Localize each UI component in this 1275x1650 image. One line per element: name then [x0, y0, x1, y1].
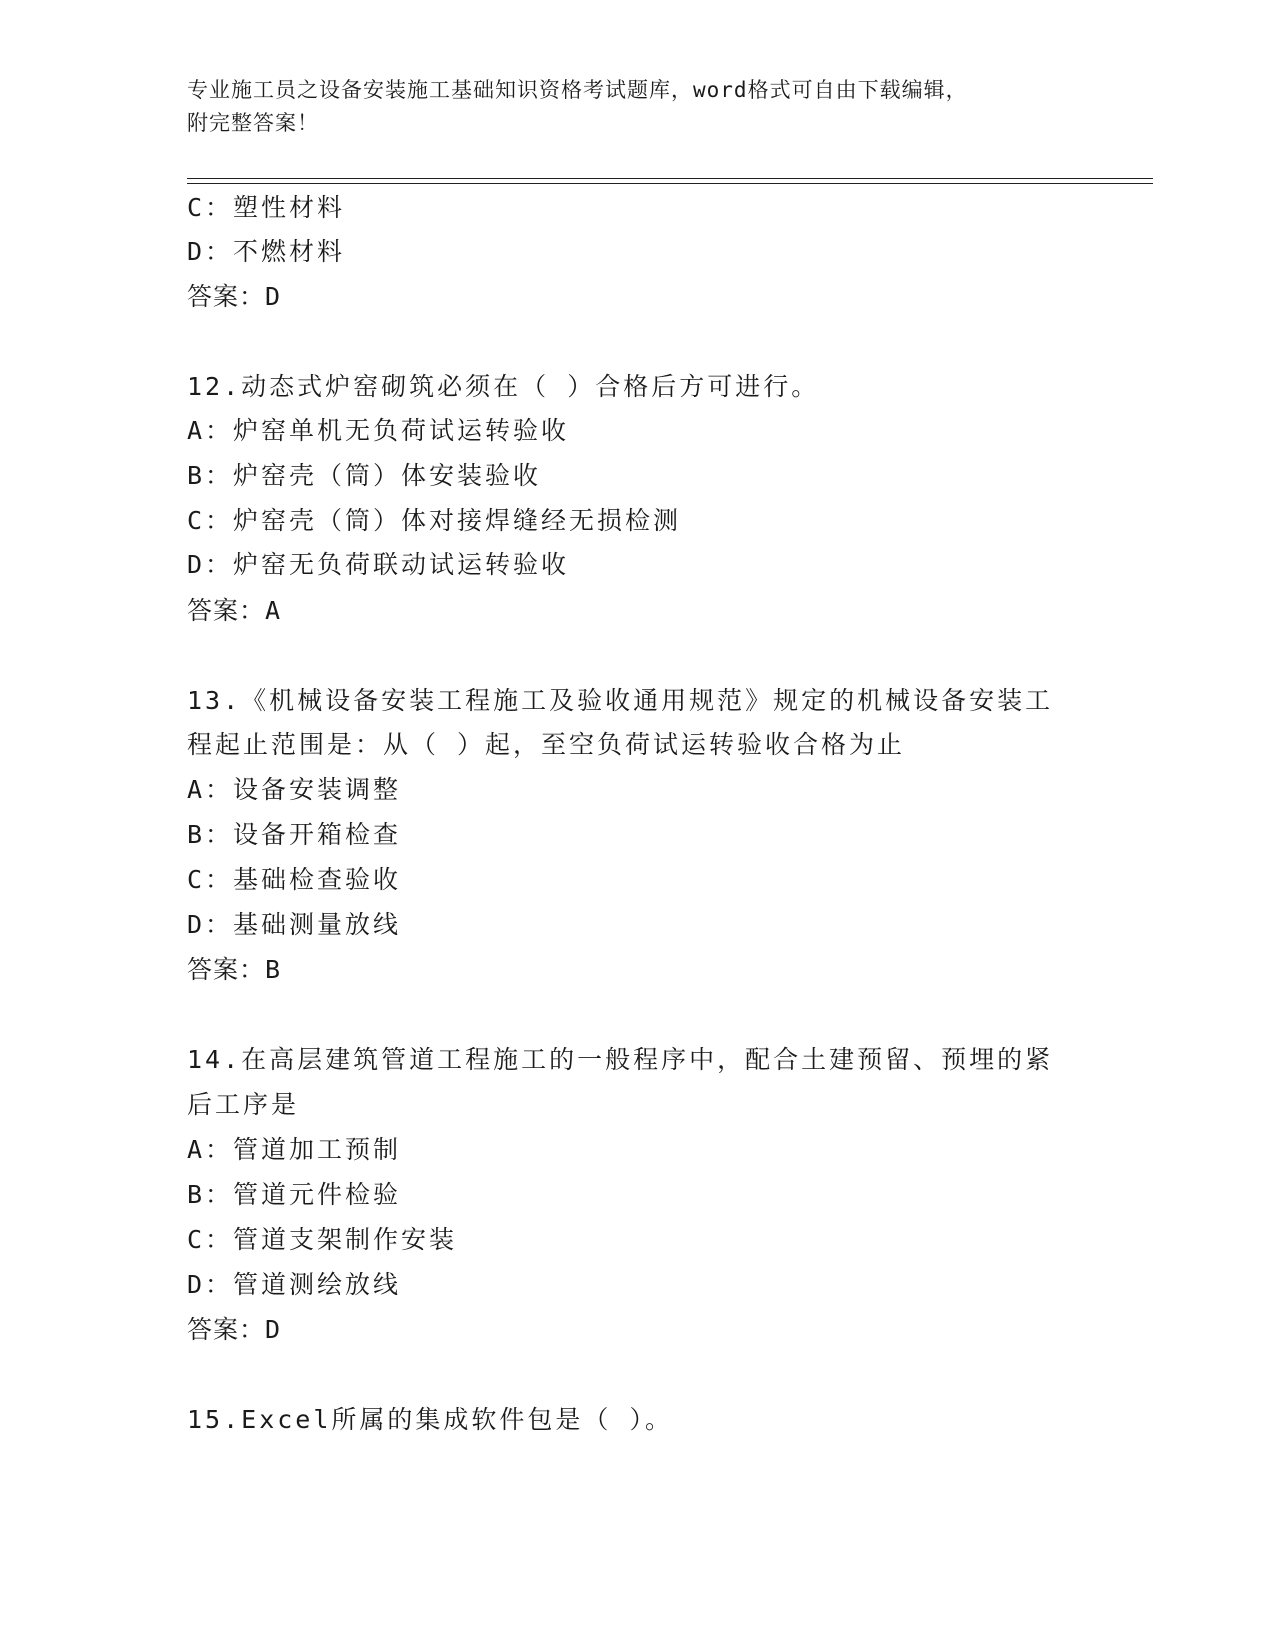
page-header [187, 74, 1087, 140]
q15-stem: 15.Excel所属的集成软件包是（ ）。 [187, 1405, 673, 1434]
q14-option-a: A：管道加工预制 [187, 1135, 402, 1164]
q14-stem-line-1: 14.在高层建筑管道工程施工的一般程序中，配合土建预留、预埋的紧 [187, 1045, 1054, 1074]
q12-option-b: B：炉窑壳（筒）体安装验收 [187, 461, 542, 490]
q12-option-c: C：炉窑壳（筒）体对接焊缝经无损检测 [187, 506, 682, 535]
header-title-line-2: 附完整答案！ [187, 111, 319, 135]
header-divider-top [187, 178, 1153, 179]
q12-option-a: A：炉窑单机无负荷试运转验收 [187, 416, 570, 445]
q14-answer: 答案：D [187, 1315, 282, 1344]
header-divider-bottom [187, 183, 1153, 184]
q13-option-b: B：设备开箱检查 [187, 820, 402, 849]
q14-stem-line-2: 后工序是 [187, 1090, 300, 1119]
q13-option-d: D：基础测量放线 [187, 910, 402, 939]
q11-option-d: D：不燃材料 [187, 237, 346, 266]
q13-option-c: C：基础检查验收 [187, 865, 402, 894]
q13-stem-line-1: 13.《机械设备安装工程施工及验收通用规范》规定的机械设备安装工 [187, 686, 1054, 715]
q13-stem-line-2: 程起止范围是：从（ ）起，至空负荷试运转验收合格为止 [187, 730, 906, 759]
q14-option-c: C：管道支架制作安装 [187, 1225, 458, 1254]
q12-stem: 12.动态式炉窑砌筑必须在（ ）合格后方可进行。 [187, 372, 820, 401]
q11-option-c: C：塑性材料 [187, 193, 346, 222]
q12-answer: 答案：A [187, 596, 282, 625]
header-title-line-1: 专业施工员之设备安装施工基础知识资格考试题库，word格式可自由下载编辑， [187, 78, 968, 102]
q13-option-a: A：设备安装调整 [187, 775, 402, 804]
q13-answer: 答案：B [187, 955, 282, 984]
q12-option-d: D：炉窑无负荷联动试运转验收 [187, 550, 570, 579]
q11-answer: 答案：D [187, 282, 282, 311]
q14-option-d: D：管道测绘放线 [187, 1270, 402, 1299]
q14-option-b: B：管道元件检验 [187, 1180, 402, 1209]
